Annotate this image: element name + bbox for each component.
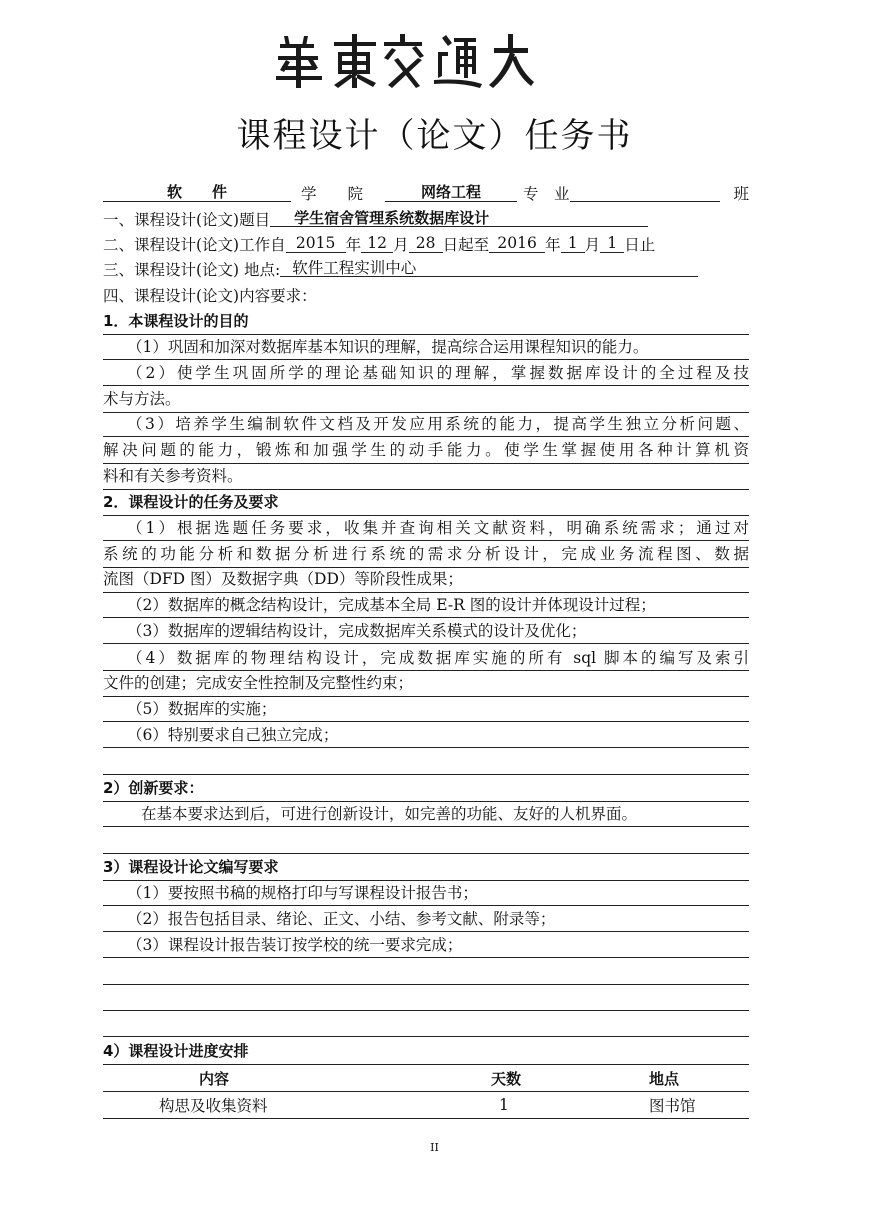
period-label: 二、课程设计(论文)工作自 [103,236,286,254]
content-requirements-label: 四、课程设计(论文)内容要求： [103,287,317,305]
section3-heading: 3）课程设计论文编写要求 [103,854,749,881]
innovation-text: 在基本要求达到后，可进行创新设计，如完善的功能、友好的人机界面。 [103,801,749,827]
month-label: 月 [584,236,601,254]
month-label: 月 [393,236,409,254]
schedule-table [103,1065,749,1119]
info-row-period [103,232,749,258]
class-value [570,181,720,202]
table-cell-content: 构思及收集资料 [103,1092,491,1119]
section4-heading: 4）课程设计进度安排 [103,1038,749,1065]
section1-item3-line2: 解决问题的能力，锻炼和加强学生的动手能力。使学生掌握使用各种计算机资 [103,437,749,464]
page-number: II [430,1141,439,1154]
table-row [103,1092,749,1119]
section1-item2-line1: （2）使学生巩固所学的理论基础知识的理解，掌握数据库设计的全过程及技 [103,360,749,386]
section2-item2: （2）数据库的概念结构设计，完成基本全局 E-R 图的设计并体现设计过程； [103,592,749,618]
date-connector: 日起至 [442,236,490,254]
section1-item3-line1: （3）培养学生编制软件文档及开发应用系统的能力，提高学生独立分析问题、 [103,411,749,437]
section3-item3: （3）课程设计报告装订按学校的统一要求完成； [103,932,749,958]
column-header-location: 地点 [649,1065,749,1092]
university-logo [272,30,537,92]
section3-item2: （2）报告包括目录、绪论、正文、小结、参考文献、附录等； [103,906,749,932]
blank-line [103,748,749,775]
info-row-topic [103,207,749,233]
section1-item2-line2: 术与方法。 [103,386,749,413]
section1-heading: 1．本课程设计的目的 [103,308,749,335]
college-label: 学 院 [301,185,364,203]
column-header-days: 天数 [491,1065,649,1092]
blank-line [103,1010,749,1037]
section2-item1-line1: （1）根据选题任务要求，收集并查询相关文献资料，明确系统需求；通过对 [103,515,749,541]
table-cell-location: 图书馆 [649,1092,749,1119]
major-value: 网络工程 [385,181,517,202]
class-label: 班 [733,185,749,203]
section2-item4-line2: 文件的创建；完成安全性控制及完整性约束； [103,670,749,697]
date-end-label: 日止 [624,236,656,254]
blank-line [103,827,749,854]
table-cell-days: 1 [491,1092,649,1119]
start-year: 2015 [286,232,346,253]
major-label: 专 业 [523,185,570,203]
blank-line [103,984,749,1011]
section3-item1: （1）要按照书稿的规格打印与写课程设计报告书； [103,880,749,906]
section2-item4-line1: （4）数据库的物理结构设计，完成数据库实施的所有 sql 脚本的编写及索引 [103,645,749,671]
column-header-content: 内容 [103,1065,491,1092]
end-day: 1 [600,232,624,253]
table-header-row [103,1065,749,1092]
info-row-college-major-class [103,181,749,207]
start-month: 12 [361,232,393,253]
info-row-location [103,257,749,283]
location-value: 软件工程实训中心 [280,257,698,277]
section2-item6: （6）特别要求自己独立完成； [103,722,749,748]
section2-item1-line2: 系统的功能分析和数据分析进行系统的需求分析设计，完成业务流程图、数据 [103,541,749,568]
end-year: 2016 [489,232,545,253]
document-title: 课程设计（论文）任务书 [236,116,633,156]
end-month: 1 [561,232,585,253]
start-day: 28 [409,232,443,253]
innovation-heading: 2）创新要求： [103,775,749,802]
blank-line [103,958,749,985]
year-label: 年 [345,236,362,254]
section1-item3-line3: 料和有关参考资料。 [103,463,749,490]
section2-item5: （5）数据库的实施； [103,696,749,722]
section1-item1: （1）巩固和加深对数据库基本知识的理解，提高综合运用课程知识的能力。 [103,334,749,360]
section2-item1-line3: 流图（DFD 图）及数据字典（DD）等阶段性成果； [103,566,749,593]
college-value: 软 件 [103,181,291,202]
topic-value: 学生宿舍管理系统数据库设计 [270,207,648,227]
year-label: 年 [545,236,561,254]
section2-item3: （3）数据库的逻辑结构设计，完成数据库关系模式的设计及优化； [103,618,749,644]
section2-heading: 2．课程设计的任务及要求 [103,489,749,516]
topic-label: 一、课程设计(论文)题目 [103,211,271,229]
location-label: 三、课程设计(论文) 地点: [103,261,281,279]
